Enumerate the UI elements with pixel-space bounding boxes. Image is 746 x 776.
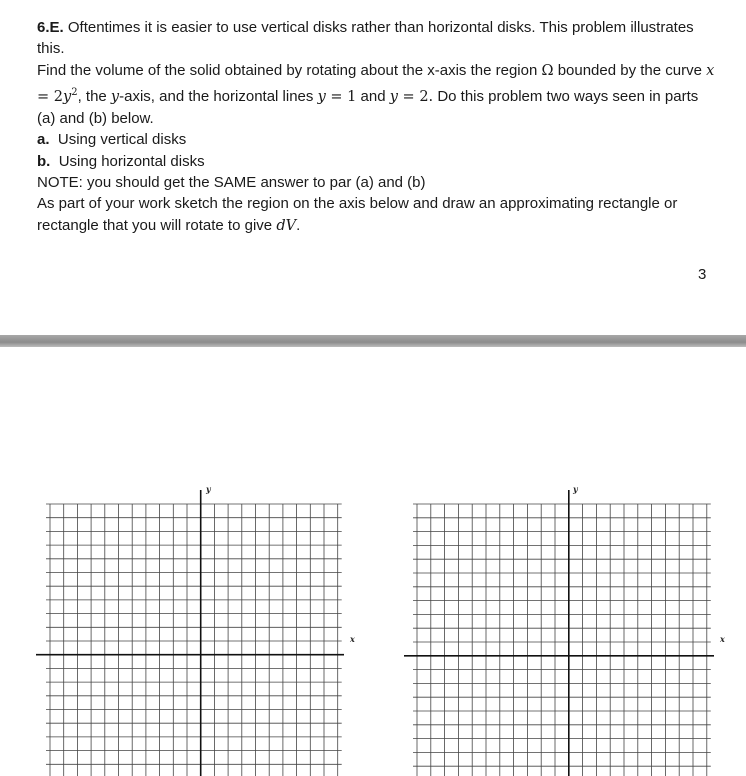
region-symbol: Ω [541,62,554,79]
dv-symbol: dV [276,217,297,234]
part-a [37,129,717,150]
problem-number: 6.E. [37,19,64,36]
problem-text [37,17,717,237]
yaxis-var: y [110,88,120,105]
problem-intro-text: Oftentimes it is easier to use vertical disks rather than horizontal disks. This problem illustrates this. [37,19,694,58]
graph-right-x-label: x [720,634,725,644]
problem-intro [37,17,717,60]
instruction-text: As part of your work sketch the region on the axis below and draw an approximating rectangle or rectangle that you will rotate to give [37,195,678,234]
statement-text: bounded by the curve [557,61,702,79]
line1-equation: y = 1 [317,88,357,105]
statement-text: , the [77,87,107,105]
statement-text: Do this problem two ways seen in parts (a) and (b) below. [37,87,699,128]
graph-left-y-label: y [206,484,211,494]
page-number: 3 [698,266,707,283]
problem-statement [37,60,717,130]
curve-equation: $x = 2y^2$ [37,62,715,105]
graph-grid-right[interactable] [404,490,716,776]
part-a-label: a. [37,131,50,149]
part-b-text: Using horizontal disks [58,152,205,170]
part-b-label: b. [37,152,51,170]
statement-text: and [360,87,386,105]
statement-text: -axis, and the horizontal lines [119,87,314,105]
part-b [37,151,717,172]
graph-grid-left[interactable] [36,490,346,776]
instruction-period: . [296,216,301,234]
page-divider [0,335,746,347]
part-a-text: Using vertical disks [57,131,187,149]
statement-text: Find the volume of the solid obtained by rotating about the x-axis the region [37,61,538,79]
note: NOTE: you should get the SAME answer to par (a) and (b) [37,173,426,191]
graph-right-y-label: y [573,484,578,494]
line2-equation: y = 2. [389,88,434,105]
graph-left-x-label: x [350,634,355,644]
instruction [37,193,717,237]
